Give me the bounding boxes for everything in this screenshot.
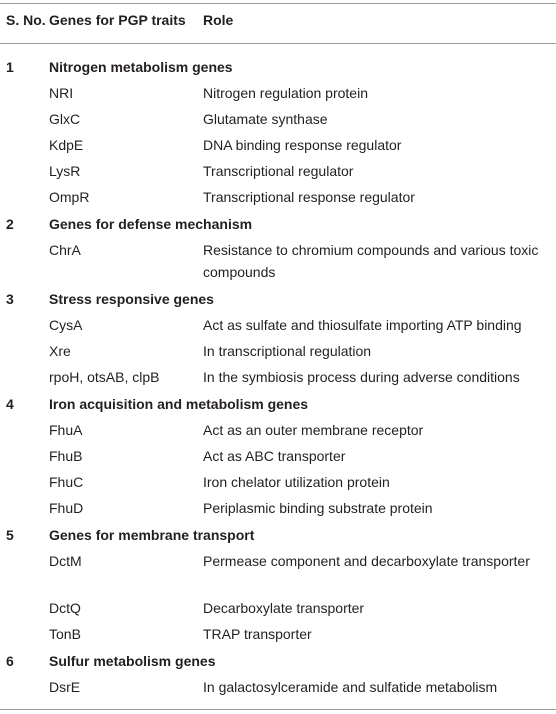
section-number: 1: [6, 59, 14, 75]
gene-role: Decarboxylate transporter: [203, 600, 365, 616]
section-number: 5: [6, 527, 14, 543]
gene-role: Act as sulfate and thiosulfate importing ATP binding: [203, 317, 522, 333]
gene-name: DsrE: [49, 679, 81, 695]
bottom-rule: [0, 709, 556, 710]
header-sno: S. No.: [6, 12, 46, 28]
section-title: Nitrogen metabolism genes: [49, 59, 233, 75]
section-title: Genes for defense mechanism: [49, 216, 253, 232]
gene-role: In galactosylceramide and sulfatide metabolism: [203, 679, 498, 695]
gene-name: LysR: [49, 163, 81, 179]
section-number: 6: [6, 653, 14, 669]
gene-role: Act as ABC transporter: [203, 448, 346, 464]
gene-name: FhuC: [49, 474, 84, 490]
section-number: 4: [6, 396, 14, 412]
section-title: Genes for membrane transport: [49, 527, 255, 543]
gene-role: Transcriptional response regulator: [203, 189, 415, 205]
gene-name: GlxC: [49, 111, 81, 127]
gene-role: Permease component and decarboxylate transporter: [203, 553, 530, 569]
gene-name: DctQ: [49, 600, 81, 616]
gene-role: DNA binding response regulator: [203, 137, 402, 153]
gene-role: Periplasmic binding substrate protein: [203, 500, 433, 516]
gene-role: Iron chelator utilization protein: [203, 474, 390, 490]
header-rule: [0, 43, 556, 44]
gene-role: Glutamate synthase: [203, 111, 328, 127]
gene-name: DctM: [49, 553, 82, 569]
gene-name: Xre: [49, 343, 71, 359]
section-number: 3: [6, 291, 14, 307]
gene-role: Transcriptional regulator: [203, 163, 354, 179]
gene-name: FhuD: [49, 500, 84, 516]
header-role: Role: [203, 12, 234, 28]
section-title: Stress responsive genes: [49, 291, 214, 307]
section-title: Sulfur metabolism genes: [49, 653, 216, 669]
gene-name: KdpE: [49, 137, 84, 153]
header-genes: Genes for PGP traits: [49, 12, 186, 28]
section-title: Iron acquisition and metabolism genes: [49, 396, 309, 412]
gene-name: ChrA: [49, 242, 81, 258]
gene-role: Resistance to chromium compounds and various toxic compounds: [203, 242, 539, 280]
section-number: 2: [6, 216, 14, 232]
gene-name: OmpR: [49, 189, 90, 205]
gene-name: CysA: [49, 317, 83, 333]
gene-role: Nitrogen regulation protein: [203, 85, 368, 101]
gene-role: TRAP transporter: [203, 626, 312, 642]
top-rule: [0, 3, 556, 4]
gene-name: FhuA: [49, 422, 83, 438]
gene-name: NRI: [49, 85, 74, 101]
gene-name: rpoH, otsAB, clpB: [49, 369, 160, 385]
gene-name: FhuB: [49, 448, 83, 464]
gene-role: Act as an outer membrane receptor: [203, 422, 424, 438]
gene-name: TonB: [49, 626, 81, 642]
gene-role: In transcriptional regulation: [203, 343, 372, 359]
gene-role: In the symbiosis process during adverse conditions: [203, 369, 520, 385]
